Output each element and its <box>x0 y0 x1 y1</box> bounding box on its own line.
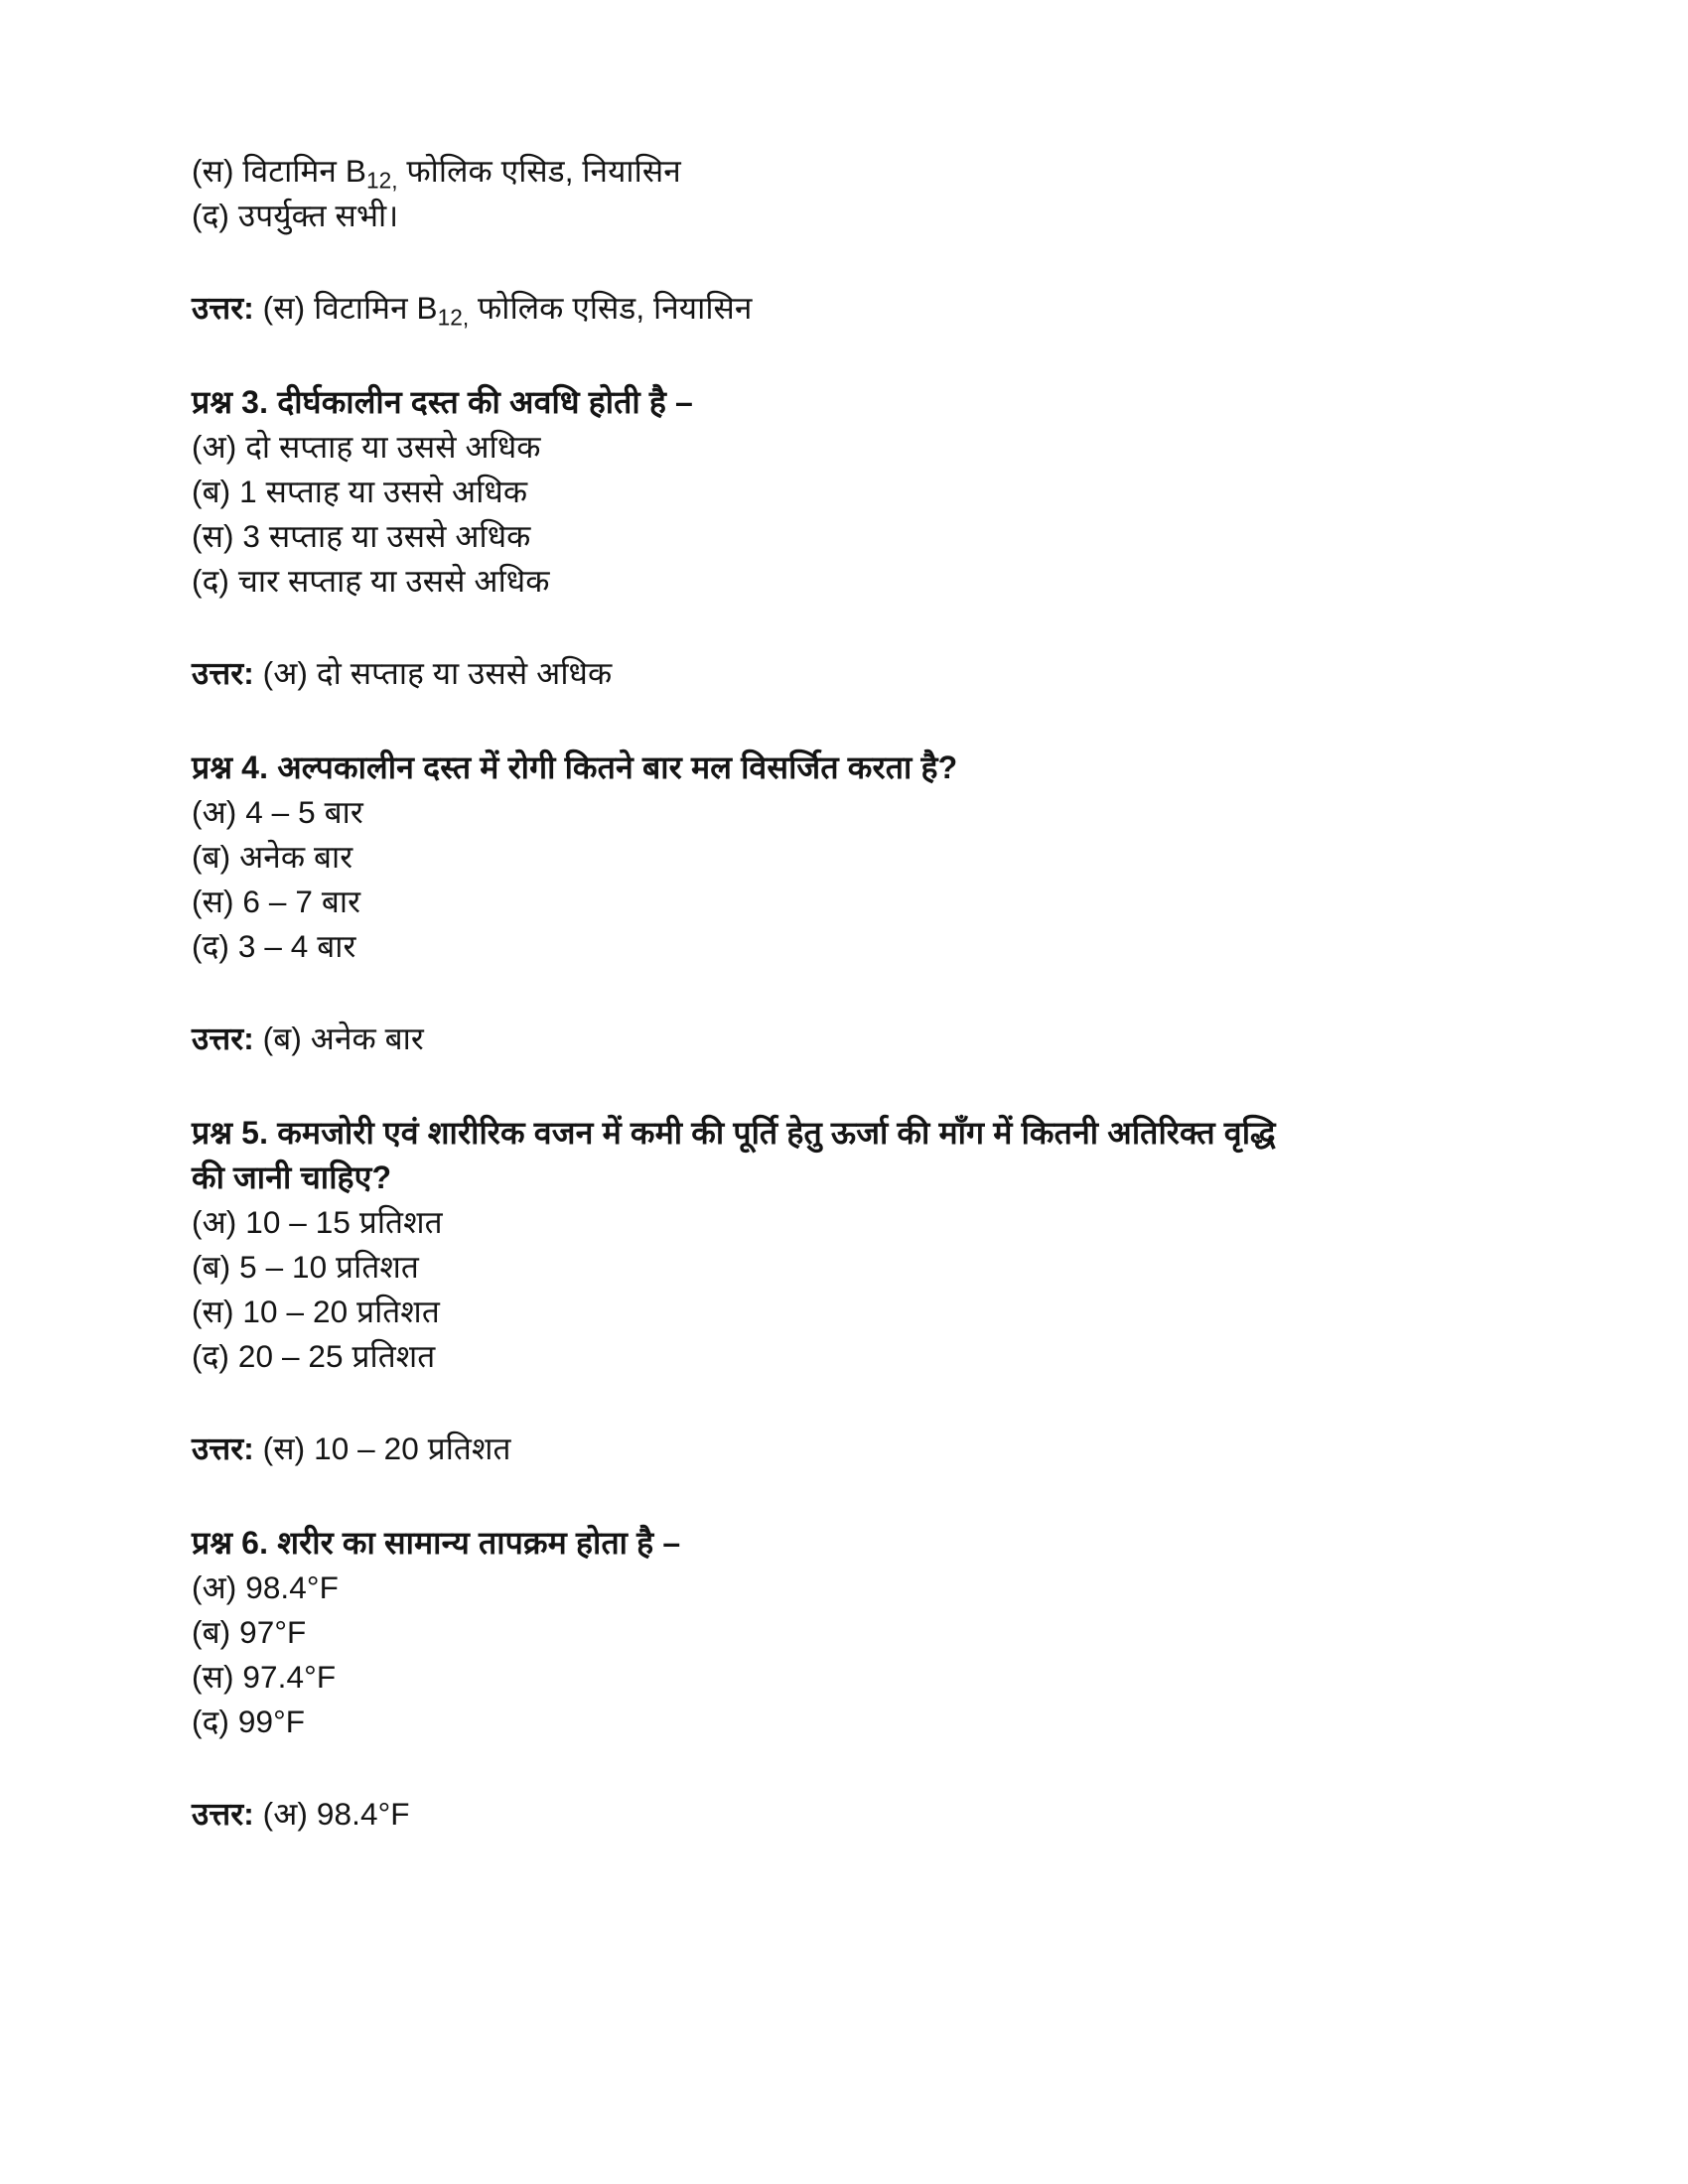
answer-line <box>192 651 1502 696</box>
option-text: उपर्युक्त सभी। <box>229 198 399 233</box>
option-subscript: 12, <box>365 167 398 194</box>
answer-label: उत्तर: <box>192 290 254 326</box>
spacer <box>192 1379 1502 1427</box>
option-item: (द) 20 – 25 प्रतिशत <box>192 1338 436 1374</box>
option-marker: (द) <box>192 198 230 233</box>
answer-label: उत्तर: <box>192 655 254 691</box>
question-heading: प्रश्न 5. कमजोरी एवं शारीरिक वजन में कमी की पूर्ति हेतु ऊर्जा की माँग में कितनी अतिरिक्त वृद्धि <box>192 1115 1276 1151</box>
option-item: (स) 6 – 7 बार <box>192 884 361 919</box>
question-heading: प्रश्न 4. अल्पकालीन दस्त में रोगी कितने बार मल विसर्जित करता है? <box>192 750 958 785</box>
option-marker: (स) <box>192 153 234 189</box>
option-item <box>192 194 1502 238</box>
answer-label: उत्तर: <box>192 1796 254 1832</box>
option-text-tail: फोलिक एसिड, नियासिन <box>397 153 681 189</box>
spacer <box>192 1471 1502 1521</box>
question-block-6 <box>192 1521 1502 1837</box>
option-item: (अ) 10 – 15 प्रतिशत <box>192 1204 443 1240</box>
spacer <box>192 969 1502 1017</box>
answer-subscript: 12, <box>437 304 470 331</box>
option-item: (स) 97.4°F <box>192 1659 337 1695</box>
answer-label: उत्तर: <box>192 1021 254 1056</box>
options-group-q2-tail <box>192 149 1502 238</box>
option-item <box>192 149 1502 194</box>
answer-label: उत्तर: <box>192 1431 254 1466</box>
question-heading: प्रश्न 3. दीर्घकालीन दस्त की अवधि होती है – <box>192 384 693 420</box>
question-heading: प्रश्न 6. शरीर का सामान्य तापक्रम होता है – <box>192 1525 681 1561</box>
answer-text: (अ) दो सप्ताह या उससे अधिक <box>253 655 613 691</box>
option-item: (ब) 1 सप्ताह या उससे अधिक <box>192 474 528 509</box>
option-item: (ब) 5 – 10 प्रतिशत <box>192 1249 419 1285</box>
question-block-4 <box>192 746 1502 1061</box>
spacer <box>192 1744 1502 1792</box>
answer-text: (अ) 98.4°F <box>253 1796 410 1832</box>
option-text: विटामिन B <box>233 153 366 189</box>
answer-line <box>192 1017 1502 1061</box>
spacer <box>192 238 1502 286</box>
spacer <box>192 1061 1502 1111</box>
answer-line <box>192 286 1502 331</box>
answer-text: (स) 10 – 20 प्रतिशत <box>253 1431 511 1466</box>
option-item: (स) 3 सप्ताह या उससे अधिक <box>192 518 531 554</box>
option-item: (स) 10 – 20 प्रतिशत <box>192 1294 440 1329</box>
option-item: (अ) 98.4°F <box>192 1570 339 1605</box>
question-block-5 <box>192 1111 1502 1471</box>
option-item: (अ) दो सप्ताह या उससे अधिक <box>192 429 541 465</box>
answer-text: (ब) अनेक बार <box>253 1021 424 1056</box>
answer-line <box>192 1792 1502 1837</box>
option-item: (द) 99°F <box>192 1704 306 1739</box>
option-item: (अ) 4 – 5 बार <box>192 794 363 830</box>
question-block-3 <box>192 380 1502 696</box>
document-body <box>192 149 1502 1837</box>
answer-text-tail: फोलिक एसिड, नियासिन <box>469 290 753 326</box>
option-item: (द) 3 – 4 बार <box>192 928 356 964</box>
answer-text: (स) विटामिन B <box>253 290 438 326</box>
option-item: (ब) 97°F <box>192 1614 307 1650</box>
option-item: (ब) अनेक बार <box>192 839 353 875</box>
answer-line <box>192 1427 1502 1471</box>
spacer <box>192 604 1502 651</box>
spacer <box>192 331 1502 380</box>
question-heading-continued: की जानी चाहिए? <box>192 1160 392 1195</box>
spacer <box>192 696 1502 746</box>
option-item: (द) चार सप्ताह या उससे अधिक <box>192 563 550 599</box>
